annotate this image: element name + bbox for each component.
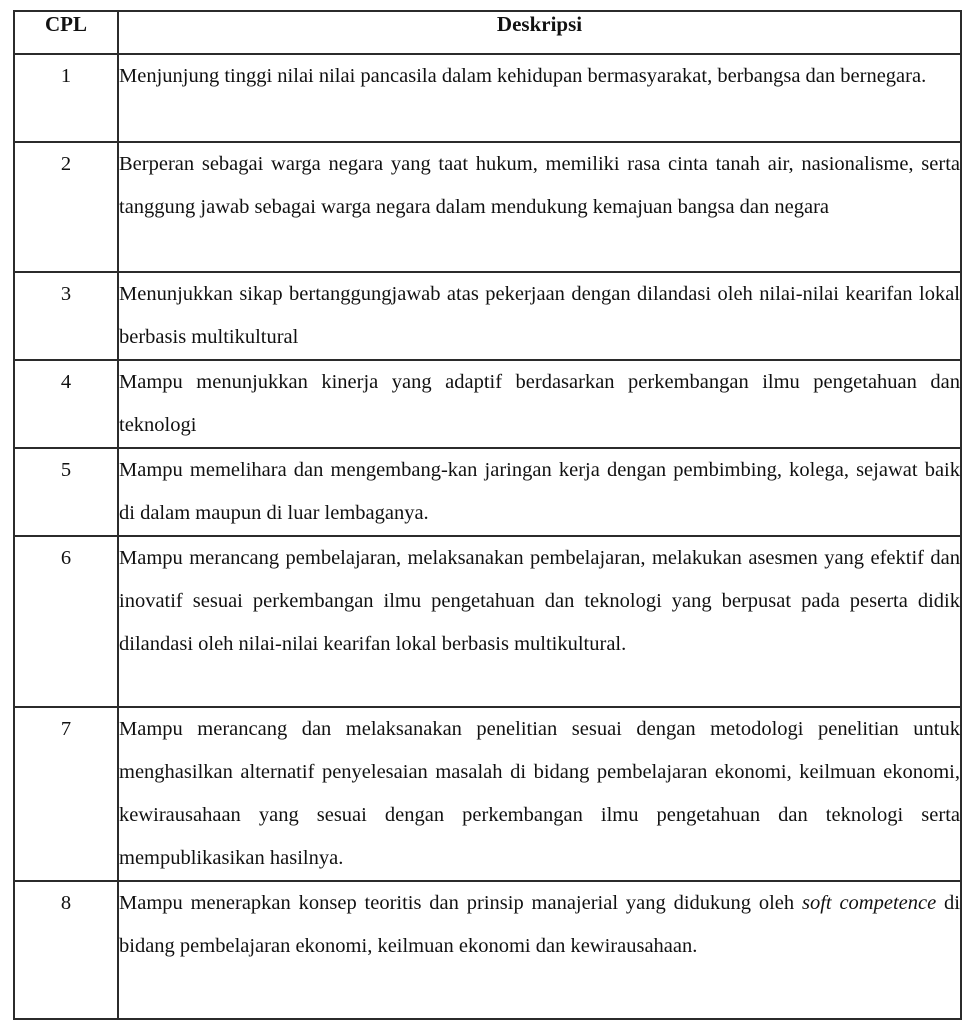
table-row: [14, 707, 961, 881]
cpl-description: Berperan sebagai warga negara yang taat hukum, memiliki rasa cinta tanah air, nasionalisme, serta tanggung jawab sebagai warga negara dalam mendukung kemajuan bangsa dan negara: [118, 142, 961, 272]
cpl-number: 5: [14, 448, 118, 536]
table-row: [14, 536, 961, 707]
cpl-number: 1: [14, 54, 118, 142]
cpl-description: Mampu menunjukkan kinerja yang adaptif berdasarkan perkembangan ilmu pengetahuan dan teknologi: [118, 360, 961, 448]
cpl-description: Menjunjung tinggi nilai nilai pancasila dalam kehidupan bermasyarakat, berbangsa dan bernegara.: [118, 54, 961, 142]
header-cpl: CPL: [14, 11, 118, 54]
description-text: Mampu menerapkan konsep teoritis dan prinsip manajerial yang didukung oleh: [119, 892, 802, 914]
cpl-description: [118, 881, 961, 1019]
table-row: [14, 881, 961, 1019]
cpl-number: 4: [14, 360, 118, 448]
cpl-number: 7: [14, 707, 118, 881]
cpl-description: Mampu merancang dan melaksanakan penelitian sesuai dengan metodologi penelitian untuk menghasilkan alternatif penyelesaian masalah di bidang pembelajaran ekonomi, keilmuan ekonomi, kewirausahaan yang sesuai dengan perkembangan ilmu pengetahuan dan teknologi serta mempublikasikan hasilnya.: [118, 707, 961, 881]
cpl-number: 2: [14, 142, 118, 272]
cpl-number: 3: [14, 272, 118, 360]
table-row: [14, 272, 961, 360]
cpl-number: 8: [14, 881, 118, 1019]
cpl-description: Mampu merancang pembelajaran, melaksanakan pembelajaran, melakukan asesmen yang efektif dan inovatif sesuai perkembangan ilmu pengetahuan dan teknologi yang berpusat pada peserta didik dilandasi oleh nilai-nilai kearifan lokal berbasis multikultural.: [118, 536, 961, 707]
cpl-description: Menunjukkan sikap bertanggungjawab atas pekerjaan dengan dilandasi oleh nilai-nilai kearifan lokal berbasis multikultural: [118, 272, 961, 360]
table-row: [14, 54, 961, 142]
cpl-table: [13, 10, 962, 1020]
table-row: [14, 360, 961, 448]
header-description: Deskripsi: [118, 11, 961, 54]
description-text: di bidang pembelajaran ekonomi, keilmuan ekonomi dan kewirausahaan.: [119, 892, 960, 957]
table-row: [14, 142, 961, 272]
table-header-row: [14, 11, 961, 54]
description-italic-term: soft competence: [802, 892, 937, 914]
cpl-number: 6: [14, 536, 118, 707]
cpl-description: Mampu memelihara dan mengembang-kan jaringan kerja dengan pembimbing, kolega, sejawat baik di dalam maupun di luar lembaganya.: [118, 448, 961, 536]
table-row: [14, 448, 961, 536]
